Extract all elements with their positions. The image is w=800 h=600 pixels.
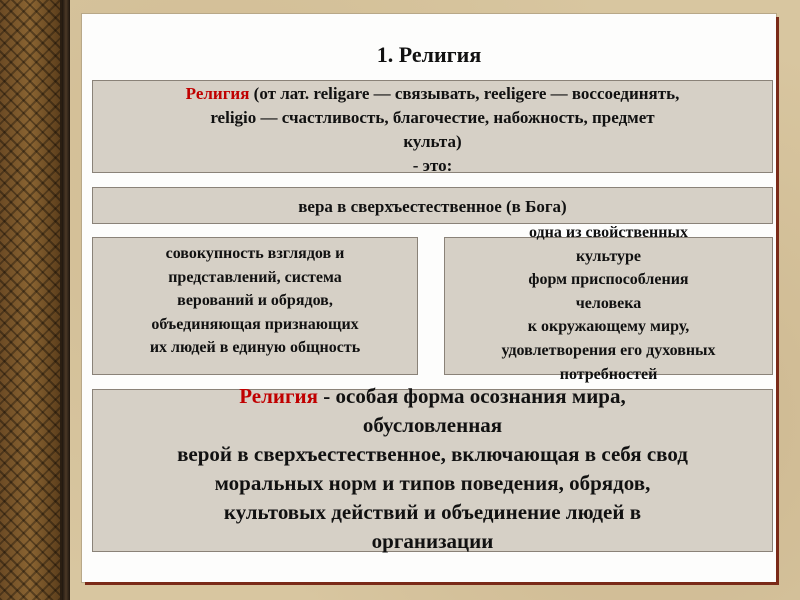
summary-box	[92, 384, 773, 553]
summary-line-5: культовых действий и объединение людей в	[223, 500, 642, 524]
adaptation-line: к окружающему миру,	[527, 318, 690, 336]
faith-text: вера в сверхъестественное (в Бога)	[298, 197, 567, 216]
definition-line-1	[93, 82, 772, 106]
slide-title: 1. Религия	[376, 42, 482, 67]
views-box	[92, 237, 418, 375]
views-line: объединяющая признающих	[151, 315, 359, 333]
definition-line-2: religio — счастливость, благочестие, набожность, предмет	[210, 108, 655, 127]
summary-line-4: моральных норм и типов поведения, обрядов,	[214, 471, 651, 495]
summary-line-1	[93, 382, 772, 411]
definition-box	[92, 80, 773, 173]
faith-box	[92, 187, 773, 224]
adaptation-line: человека	[575, 294, 642, 312]
views-line: их людей в единую общность	[149, 339, 361, 357]
decorative-left-strip	[0, 0, 63, 600]
definition-term: Религия	[185, 84, 250, 103]
definition-line-3: культа)	[403, 132, 462, 151]
views-line: представлений, система	[168, 268, 342, 286]
summary-line-3: верой в сверхъестественное, включающая в себя свод	[177, 442, 688, 466]
summary-term: Религия	[239, 384, 318, 408]
adaptation-line: удовлетворения его духовных	[501, 341, 716, 359]
definition-etymology: (от лат. religare — связывать, reeligere — воссоединять,	[249, 84, 680, 103]
adaptation-line: форм приспособления	[528, 271, 689, 289]
adaptation-line: одна из свойственных	[529, 224, 688, 241]
decorative-divider	[62, 0, 70, 600]
views-line: совокупность взглядов и	[165, 245, 345, 262]
summary-line-1-text: - особая форма осознания мира,	[318, 384, 626, 408]
summary-line-6: организации	[371, 529, 494, 553]
adaptation-line: культуре	[575, 247, 642, 265]
summary-line-2: обусловленная	[362, 413, 503, 437]
adaptation-line: потребностей	[559, 365, 658, 383]
definition-line-4: - это:	[412, 156, 453, 173]
adaptation-box	[444, 224, 773, 383]
views-line: верований и обрядов,	[177, 292, 333, 310]
